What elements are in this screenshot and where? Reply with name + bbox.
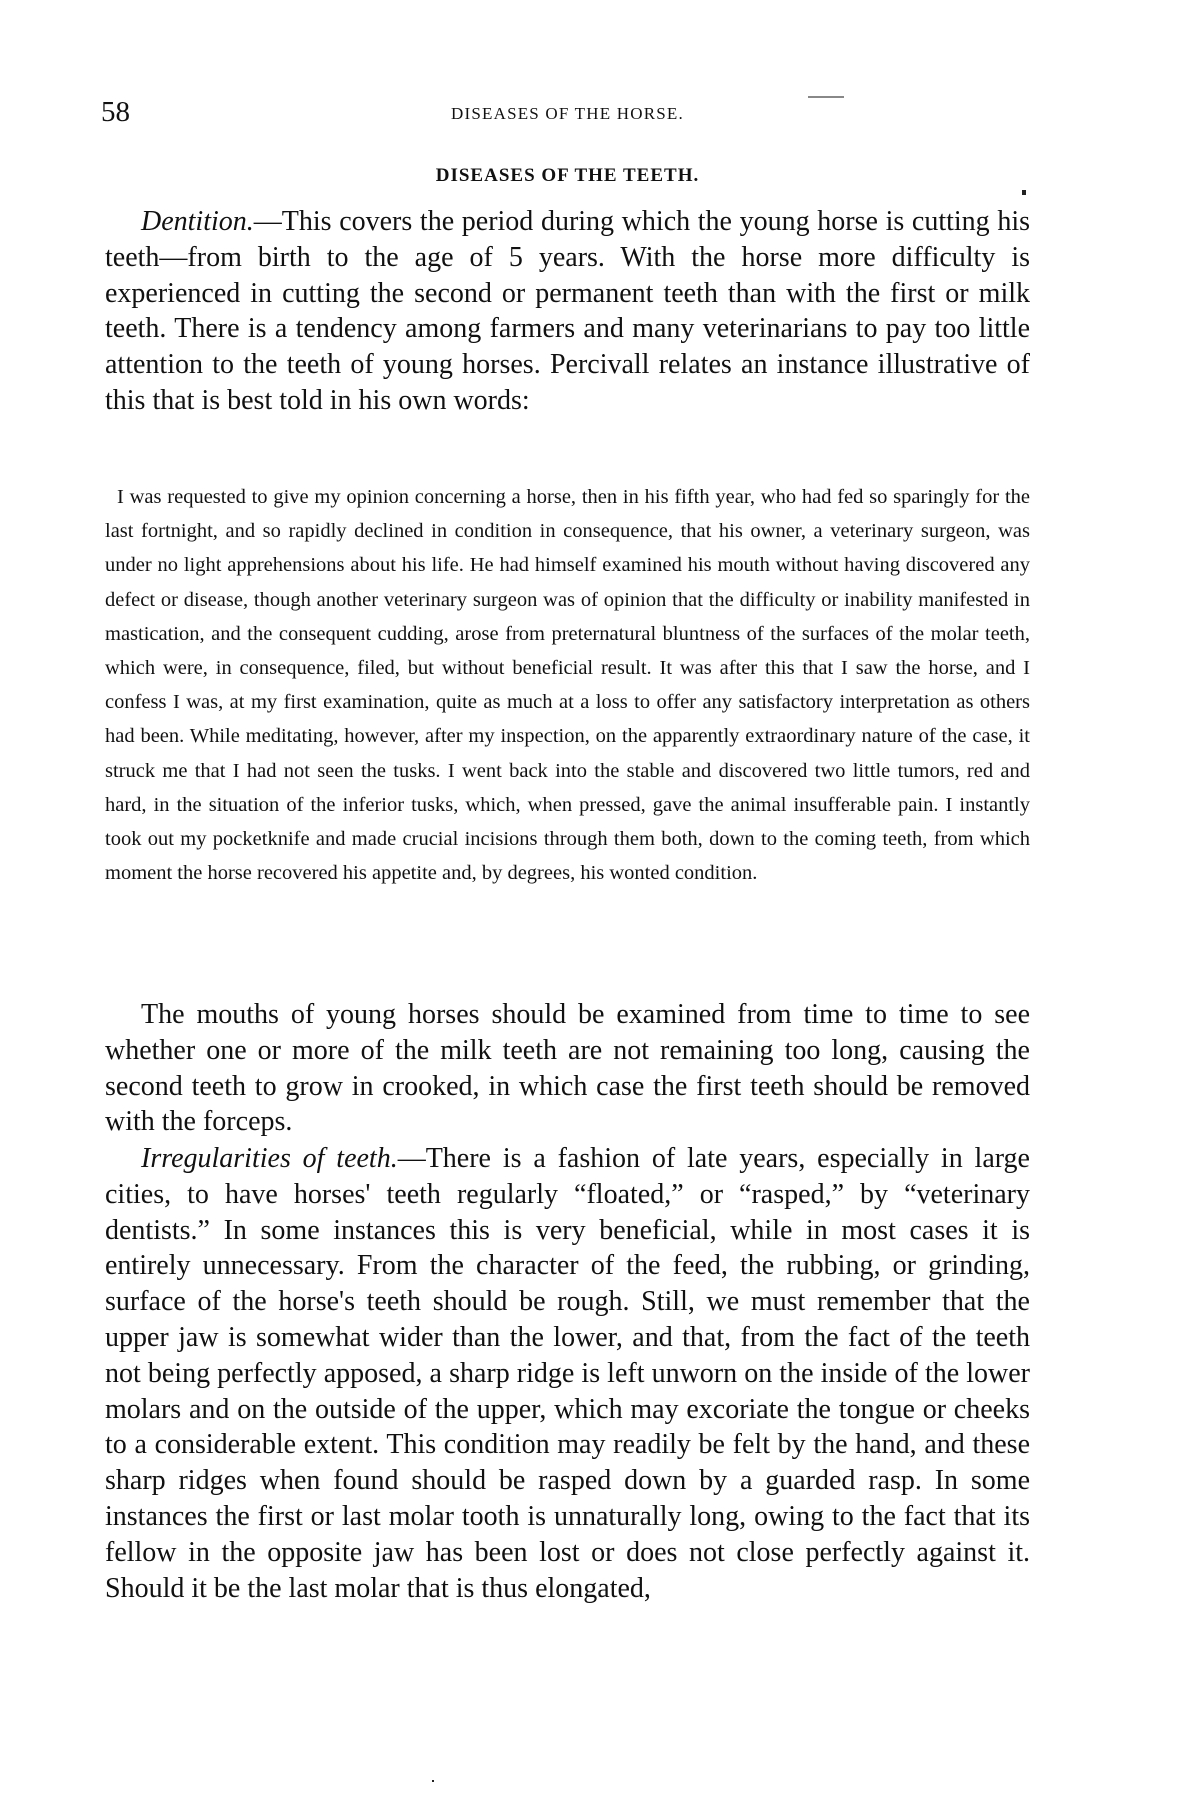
section-title: DISEASES OF THE TEETH. [435, 165, 700, 186]
scan-speck [808, 96, 844, 98]
paragraph-heading-irregularities: Irregularities of teeth. [141, 1143, 398, 1174]
scan-speck [1022, 190, 1026, 195]
block-quote-percivall: I was requested to give my opinion concerning a horse, then in his fifth year, who had fed so sparingly for the last fortnight, and so rapidly declined in condition in consequence, that his owner, a veterinary surgeon, was under no light apprehensions about his life. He had himself examined his mouth without having discovered any defect or disease, though another veterinary surgeon was of opinion that the difficulty or inability manifested in mastication, and the consequent cudding, arose from preternatural bluntness of the surfaces of the molar teeth, which were, in consequence, filed, but without beneficial result. It was after this that I saw the horse, and I confess I was, at my first examination, quite as much at a loss to offer any satisfactory interpretation as others had been. While meditating, however, after my inspection, on the apparently extraordinary nature of the case, it struck me that I had not seen the tusks. I went back into the stable and discovered two little tumors, red and hard, in the situation of the inferior tusks, which, when pressed, gave the animal insufferable pain. I instantly took out my pocketknife and made crucial incisions through them both, down to the coming teeth, from which moment the horse recovered his appetite and, by degrees, his wonted condition. [105, 486, 1030, 885]
running-head [101, 96, 1030, 128]
scan-speck [432, 1780, 434, 1782]
paragraph-body: —This covers the period during which the young horse is cutting his teeth—from birth to the age of 5 years. With the horse more difficulty is experienced in cutting the second or permanent teeth than with the first or milk teeth. There is a tendency among farmers and many veterinarians to pay too little attention to the teeth of young horses. Percivall relates an instance illustrative of this that is best told in his own words: [105, 206, 1030, 416]
paragraph-irregularities [105, 1141, 1030, 1606]
page-number: 58 [101, 96, 130, 128]
paragraph-body: —There is a fashion of late years, especially in large cities, to have horses' teeth regularly “floated,” or “rasped,” by “veterinary dentists.” In some instances this is very beneficial, while in most cases it is entirely unnecessary. From the character of the feed, the rubbing, or grinding, surface of the horse's teeth should be rough. Still, we must remember that the upper jaw is somewhat wider than the lower, and that, from the fact of the teeth not being perfectly apposed, a sharp ridge is left unworn on the inside of the lower molars and on the outside of the upper, which may excoriate the tongue or cheeks to a considerable extent. This condition may readily be felt by the hand, and these sharp ridges when found should be rasped down by a guarded rasp. In some instances the first or last molar tooth is unnaturally long, owing to the fact that its fellow in the opposite jaw has been lost or does not close perfectly against it. Should it be the last molar that is thus elongated, [105, 1143, 1030, 1604]
running-title: DISEASES OF THE HORSE. [451, 104, 684, 123]
paragraph-milk-teeth: The mouths of young horses should be examined from time to time to see whether one or more of the milk teeth are not remaining too long, causing the second teeth to grow in crooked, in which case the first teeth should be removed with the forceps. [105, 999, 1030, 1138]
paragraph-dentition [105, 204, 1030, 419]
paragraph-heading-dentition: Dentition. [141, 206, 254, 237]
